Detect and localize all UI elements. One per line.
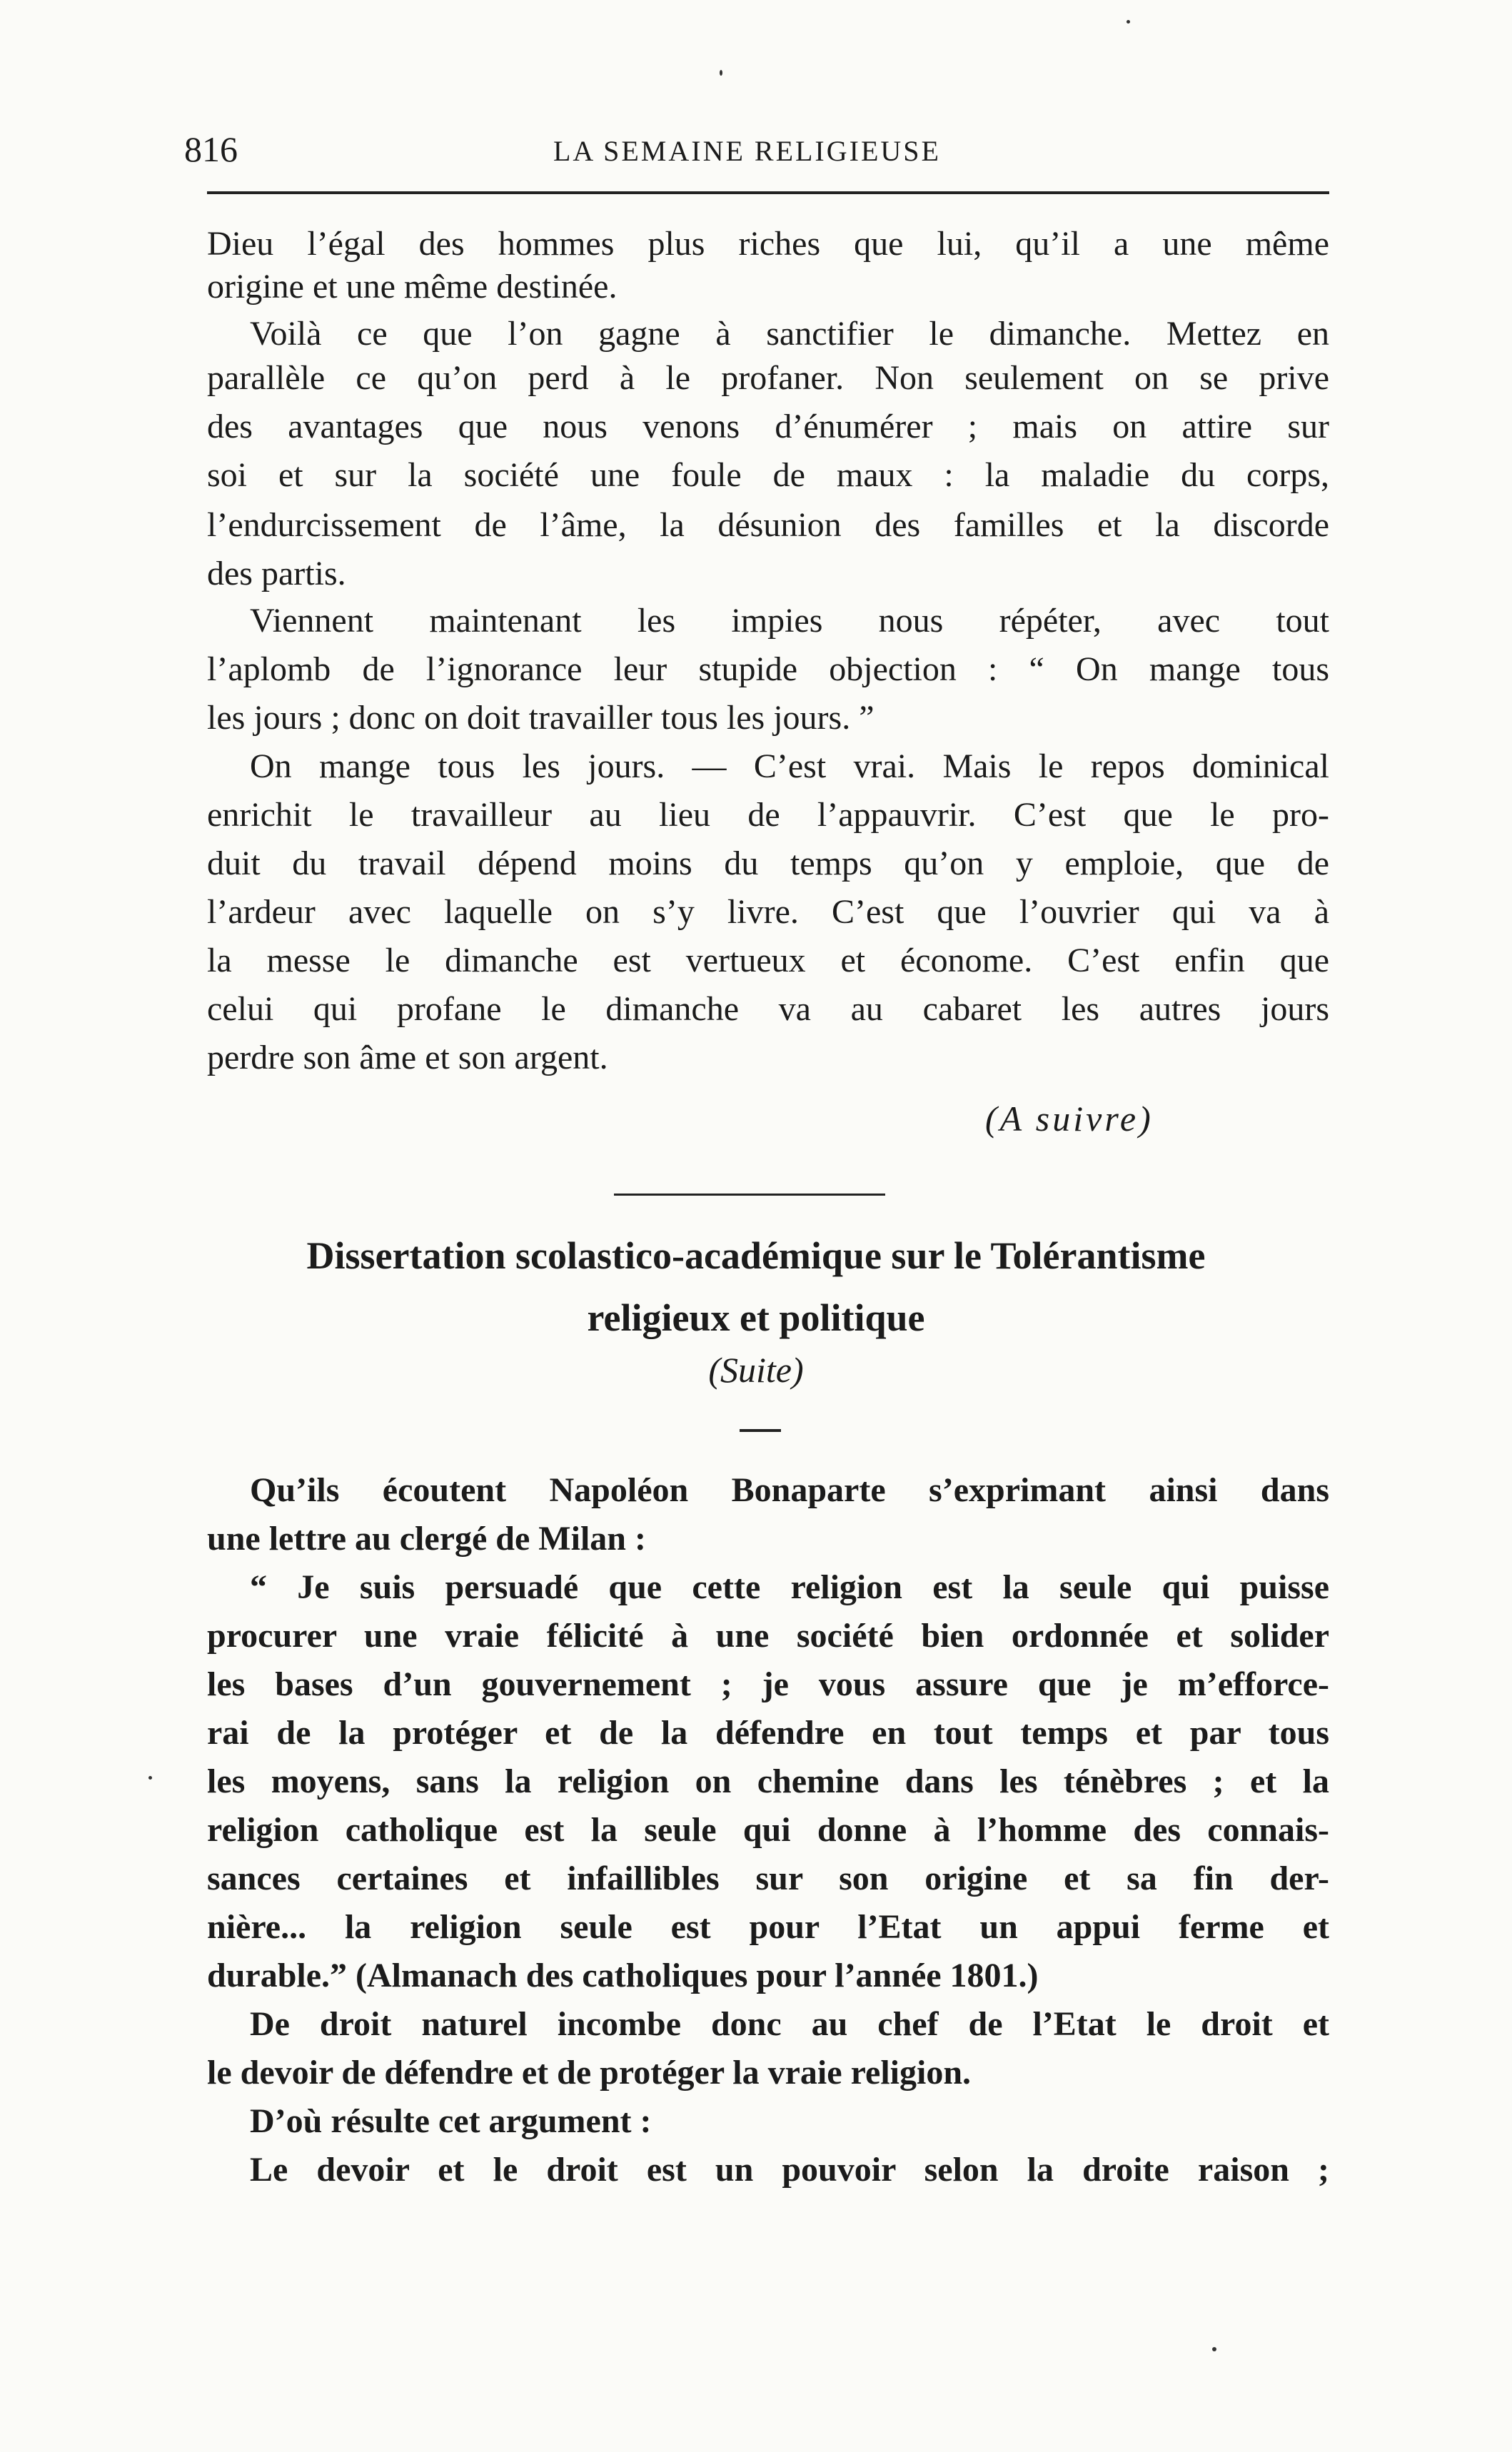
text-line: le devoir de défendre et de protéger la vraie religion. [207, 2054, 972, 2092]
page-number: 816 [184, 129, 238, 169]
text-line: la messe le dimanche est vertueux et économe. C’est enfin que [207, 942, 1329, 979]
text-line: “ Je suis persuadé que cette religion est la seule qui puisse [250, 1568, 1329, 1606]
section-divider [614, 1194, 885, 1196]
text-line: Dieu l’égal des hommes plus riches que lui, qu’il a une même [207, 225, 1329, 263]
text-line: l’endurcissement de l’âme, la désunion des familles et la discorde [207, 506, 1329, 544]
text-line: des partis. [207, 555, 346, 592]
text-line: soi et sur la société une foule de maux : la maladie du corps, [207, 456, 1329, 494]
article-title-line-1: Dissertation scolastico-académique sur le Tolérantisme [306, 1234, 1206, 1277]
text-line: parallèle ce qu’on perd à le profaner. Non seulement on se prive [207, 359, 1329, 397]
text-line: des avantages que nous venons d’énumérer ; mais on attire sur [207, 408, 1329, 445]
article-subtitle: (Suite) [708, 1350, 804, 1390]
text-line: rai de la protéger et de la défendre en tout temps et par tous [207, 1714, 1329, 1752]
text-line: sances certaines et infaillibles sur son origine et sa fin der- [207, 1860, 1329, 1897]
text-line: les jours ; donc on doit travailler tous les jours. ” [207, 699, 875, 737]
scan-speck [148, 1776, 152, 1780]
continuation-note: (A suivre) [985, 1099, 1154, 1139]
text-line: duit du travail dépend moins du temps qu’on y emploie, que de [207, 844, 1329, 882]
text-line: les bases d’un gouvernement ; je vous assure que je m’efforce- [207, 1665, 1329, 1703]
text-line: De droit naturel incombe donc au chef de l’Etat le droit et [250, 2005, 1329, 2043]
text-line: procurer une vraie félicité à une société bien ordonnée et solider [207, 1617, 1329, 1655]
text-line: les moyens, sans la religion on chemine dans les ténèbres ; et la [207, 1762, 1329, 1800]
running-title: LA SEMAINE RELIGIEUSE [553, 135, 941, 167]
scan-speck [720, 70, 722, 76]
text-line: Viennent maintenant les impies nous répéter, avec tout [250, 602, 1329, 640]
scan-speck [1127, 20, 1130, 24]
scan-speck [1212, 2347, 1216, 2351]
text-line: On mange tous les jours. — C’est vrai. Mais le repos dominical [250, 747, 1329, 785]
text-line: durable.” (Almanach des catholiques pour l’année 1801.) [207, 1957, 1039, 1994]
text-line: Le devoir et le droit est un pouvoir selon la droite raison ; [250, 2151, 1329, 2189]
text-line: enrichit le travailleur au lieu de l’appauvrir. C’est que le pro- [207, 796, 1329, 834]
text-line: une lettre au clergé de Milan : [207, 1520, 646, 1558]
article-title-line-2: religieux et politique [587, 1296, 925, 1339]
header-rule [207, 191, 1329, 194]
text-line: celui qui profane le dimanche va au cabaret les autres jours [207, 990, 1329, 1028]
text-line: D’où résulte cet argument : [250, 2102, 652, 2140]
title-dash [740, 1429, 781, 1432]
text-line: l’ardeur avec laquelle on s’y livre. C’est que l’ouvrier qui va à [207, 893, 1329, 931]
text-line: nière... la religion seule est pour l’Etat un appui ferme et [207, 1908, 1329, 1946]
text-line: religion catholique est la seule qui donne à l’homme des connais- [207, 1811, 1329, 1849]
text-line: l’aplomb de l’ignorance leur stupide objection : “ On mange tous [207, 650, 1329, 688]
text-line: perdre son âme et son argent. [207, 1039, 608, 1076]
text-line: origine et une même destinée. [207, 268, 618, 306]
text-line: Qu’ils écoutent Napoléon Bonaparte s’exprimant ainsi dans [250, 1471, 1329, 1509]
text-line: Voilà ce que l’on gagne à sanctifier le dimanche. Mettez en [250, 315, 1329, 353]
